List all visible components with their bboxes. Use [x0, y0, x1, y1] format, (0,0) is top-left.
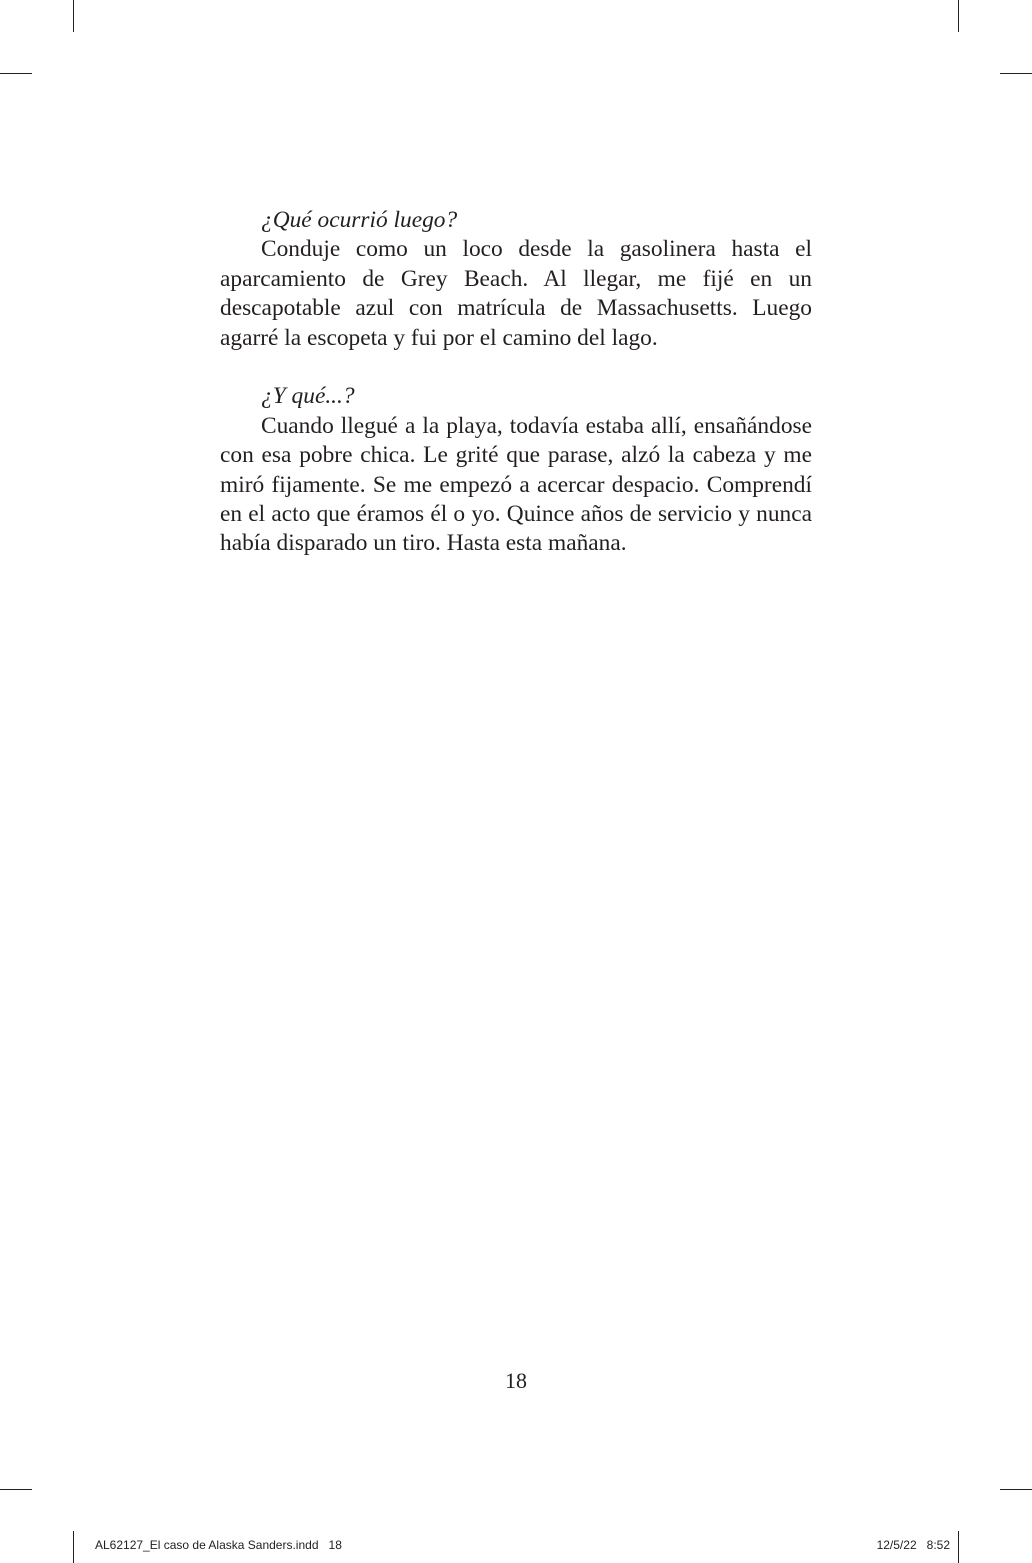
- crop-mark-bottom-right-vertical: [958, 1531, 959, 1563]
- paragraph-gap: [220, 353, 812, 382]
- body-text: [220, 206, 812, 559]
- answer-1-line: Conduje como un loco desde la gasolinera hasta el aparcamiento de Grey Beach. Al llegar, me fijé en un descapotable azul con matrícula de Massachusetts. Luego agarré la escopeta y fui por el camino del lago.: [220, 236, 812, 351]
- answer-1: [220, 235, 812, 353]
- answer-2: [220, 412, 812, 559]
- answer-2-line: Cuando llegué a la playa, todavía estaba allí, ensañándose con esa pobre chica. Le grité que parase, alzó la cabeza y me miró fijamente. Se me empezó a acercar despacio. Comprendí en el acto que éramos él o yo. Quince años de servicio y nunca había disparado un tiro. Hasta esta mañana.: [220, 412, 812, 557]
- crop-mark-bottom-right-horizontal: [1000, 1489, 1032, 1490]
- question-2: ¿Y qué...?: [261, 383, 355, 410]
- slug-date: 12/5/22: [876, 1538, 917, 1552]
- question-1: ¿Qué ocurrió luego?: [261, 207, 458, 233]
- slug-file-info: [95, 1538, 342, 1552]
- page-number: 18: [505, 1368, 527, 1393]
- slug-file-page: 18: [328, 1538, 342, 1552]
- crop-mark-bottom-left-horizontal: [0, 1489, 32, 1490]
- slug-timestamp: [877, 1538, 950, 1552]
- crop-mark-bottom-left-vertical: [73, 1531, 74, 1563]
- slug-time: 8:52: [926, 1538, 950, 1552]
- slug-file-name: AL62127_El caso de Alaska Sanders.indd: [95, 1538, 319, 1552]
- crop-mark-top-left-vertical: [73, 0, 74, 32]
- crop-mark-top-left-horizontal: [0, 73, 32, 74]
- crop-mark-top-right-horizontal: [1000, 73, 1032, 74]
- crop-mark-top-right-vertical: [958, 0, 959, 32]
